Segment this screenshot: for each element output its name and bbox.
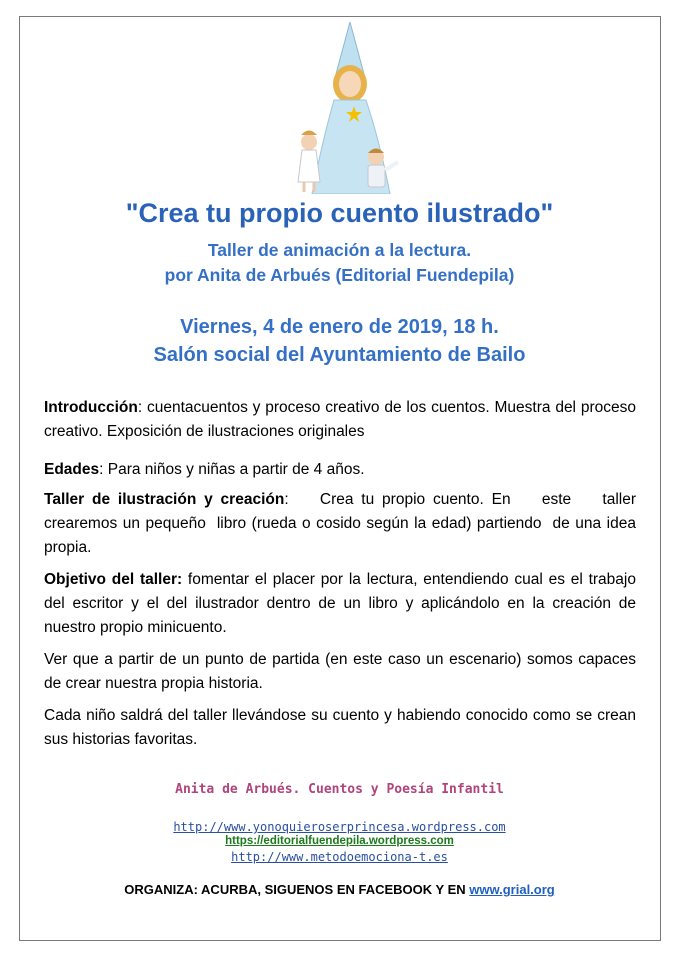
poster-subtitle: Taller de animación a la lectura. xyxy=(207,240,472,260)
ages-text: : Para niños y niñas a partir de 4 años. xyxy=(99,461,365,478)
event-venue: Salón social del Ayuntamiento de Bailo xyxy=(153,344,526,366)
poster-title: "Crea tu propio cuento ilustrado" xyxy=(125,198,554,228)
goal-paragraph xyxy=(44,568,636,640)
grial-link[interactable]: www.grial.org xyxy=(469,882,555,897)
goal-text: fomentar el placer por la lectura, entendiendo cual es el trabajo del escritor y el del ilustrador dentro de un libro y aplicándolo en la creación de nuestro propio minicuento. xyxy=(44,571,636,636)
link-metodoemociona[interactable]: http://www.metodoemociona-t.es xyxy=(231,850,448,864)
workshop-label: Taller de ilustración y creación xyxy=(44,491,285,508)
intro-label: Introducción xyxy=(44,399,138,416)
workshop-text: : Crea tu propio cuento. En este taller crearemos un pequeño libro (rueda o cosido según la edad) partiendo de una idea propia. xyxy=(44,491,641,556)
link-yonoquieroserprincesa[interactable]: http://www.yonoquieroserprincesa.wordpress.com xyxy=(173,820,506,834)
fairy-with-children-illustration xyxy=(282,22,412,194)
event-date: Viernes, 4 de enero de 2019, 18 h. xyxy=(180,316,499,338)
intro-text: : cuentacuentos y proceso creativo de los cuentos. Muestra del proceso creativo. Exposición de ilustraciones originales xyxy=(44,399,636,440)
poster-byline: por Anita de Arbués (Editorial Fuendepila) xyxy=(164,265,515,285)
link-editorialfuendepila[interactable]: https://editorialfuendepila.wordpress.com xyxy=(225,835,454,847)
author-line: Anita de Arbués. Cuentos y Poesía Infantil xyxy=(175,782,504,797)
intro-paragraph xyxy=(44,396,636,444)
starting-point-paragraph: Ver que a partir de un punto de partida (en este caso un escenario) somos capaces de crear nuestra propia historia. xyxy=(44,651,636,692)
ages-paragraph xyxy=(44,458,636,482)
organiza-line xyxy=(0,882,679,897)
organiza-text: ORGANIZA: ACURBA, SIGUENOS EN FACEBOOK Y EN xyxy=(124,882,470,897)
workshop-paragraph xyxy=(44,488,641,560)
goal-label: Objetivo del taller: xyxy=(44,571,183,588)
ages-label: Edades xyxy=(44,461,100,478)
takeaway-paragraph: Cada niño saldrá del taller llevándose su cuento y habiendo conocido como se crean sus historias favoritas. xyxy=(44,707,636,748)
